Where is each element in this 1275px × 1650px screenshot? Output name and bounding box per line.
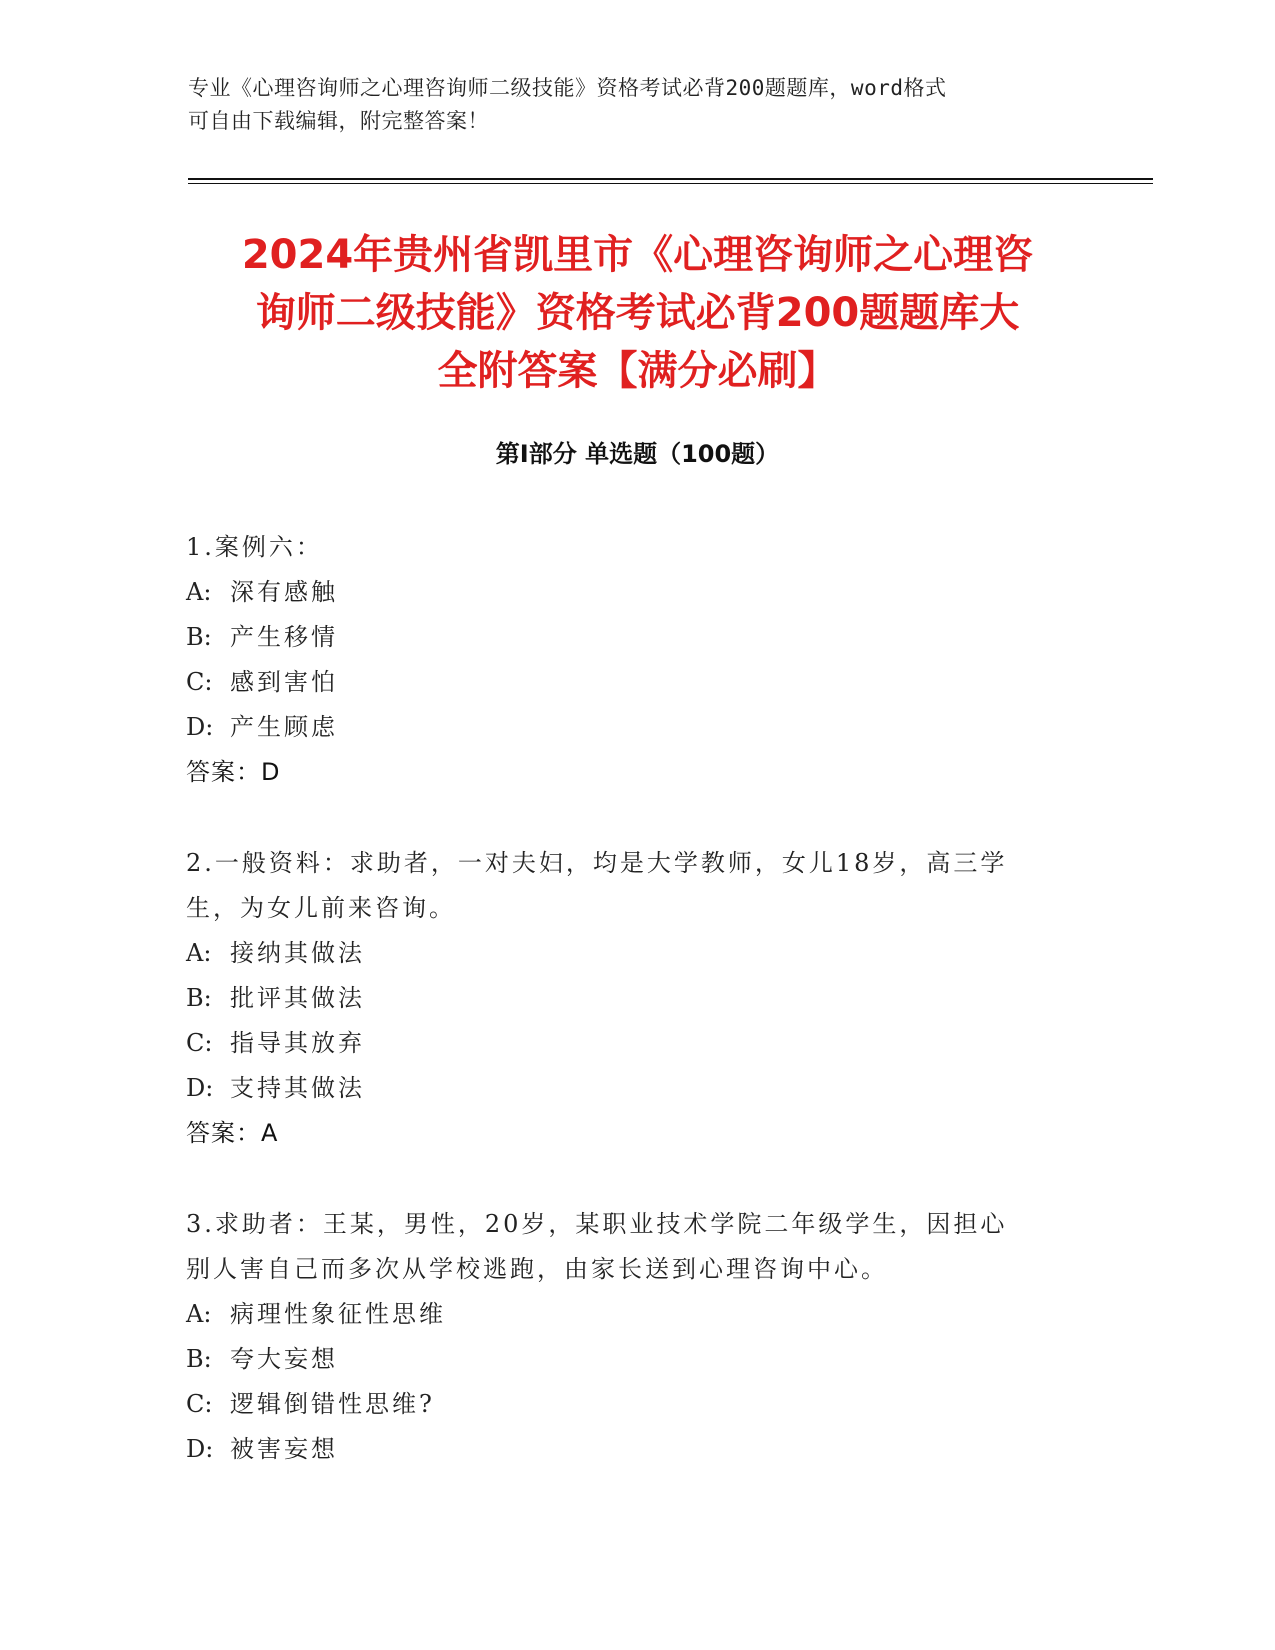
option-text: 支持其做法 — [230, 1074, 365, 1102]
question-2 — [186, 841, 1086, 1156]
option-text: 感到害怕 — [230, 668, 338, 696]
option-text: 逻辑倒错性思维? — [230, 1390, 435, 1418]
option-key: D: — [186, 1435, 214, 1463]
option-text: 产生移情 — [230, 623, 338, 651]
option-a — [186, 1292, 1086, 1337]
option-key: B: — [186, 984, 212, 1012]
option-key: C: — [186, 1029, 213, 1057]
option-a — [186, 931, 1086, 976]
option-key: C: — [186, 1390, 213, 1418]
question-list — [186, 525, 1086, 1472]
option-key: D: — [186, 1074, 214, 1102]
document-title-line-2: 询师二级技能》资格考试必背200题题库大 — [255, 290, 1020, 336]
option-text: 深有感触 — [230, 578, 338, 606]
document-title-line-3: 全附答案【满分必刷】 — [437, 348, 838, 394]
option-text: 指导其放弃 — [230, 1029, 365, 1057]
question-spacer — [186, 795, 1086, 841]
question-1 — [186, 525, 1086, 795]
option-d — [186, 1066, 1086, 1111]
question-stem: 1.案例六： — [186, 533, 323, 561]
option-text: 接纳其做法 — [230, 939, 365, 967]
header-divider-thick — [188, 178, 1153, 180]
document-title — [160, 226, 1115, 400]
option-key: C: — [186, 668, 213, 696]
option-c — [186, 1382, 1086, 1427]
option-text: 产生顾虑 — [230, 713, 338, 741]
option-c — [186, 660, 1086, 705]
question-stem: 3.求助者：王某，男性，20岁，某职业技术学院二年级学生，因担心 — [186, 1210, 1008, 1238]
option-d — [186, 1427, 1086, 1472]
option-key: A: — [186, 1300, 212, 1328]
option-a — [186, 570, 1086, 615]
option-text: 夸大妄想 — [230, 1345, 338, 1373]
option-key: D: — [186, 713, 214, 741]
option-text: 被害妄想 — [230, 1435, 338, 1463]
question-stem-continued: 别人害自己而多次从学校逃跑，由家长送到心理咨询中心。 — [186, 1255, 888, 1283]
option-key: A: — [186, 939, 212, 967]
answer-line: 答案：A — [186, 1119, 279, 1147]
option-b — [186, 615, 1086, 660]
option-text: 批评其做法 — [230, 984, 365, 1012]
option-text: 病理性象征性思维 — [230, 1300, 446, 1328]
option-c — [186, 1021, 1086, 1066]
header-note-line-1: 专业《心理咨询师之心理咨询师二级技能》资格考试必背200题题库，word格式 — [188, 76, 947, 100]
header-divider-thin — [188, 183, 1153, 184]
option-b — [186, 976, 1086, 1021]
question-stem-continued: 生，为女儿前来咨询。 — [186, 894, 456, 922]
option-key: B: — [186, 623, 212, 651]
section-heading: 第Ⅰ部分 单选题（100题） — [495, 440, 780, 468]
header-note — [188, 72, 1068, 138]
question-stem: 2.一般资料：求助者，一对夫妇，均是大学教师，女儿18岁，高三学 — [186, 849, 1008, 877]
option-d — [186, 705, 1086, 750]
option-b — [186, 1337, 1086, 1382]
question-spacer — [186, 1156, 1086, 1202]
question-3 — [186, 1202, 1086, 1472]
option-key: B: — [186, 1345, 212, 1373]
document-title-line-1: 2024年贵州省凯里市《心理咨询师之心理咨 — [241, 232, 1034, 278]
header-note-line-2: 可自由下载编辑，附完整答案！ — [188, 109, 489, 133]
answer-line: 答案：D — [186, 758, 281, 786]
option-key: A: — [186, 578, 212, 606]
